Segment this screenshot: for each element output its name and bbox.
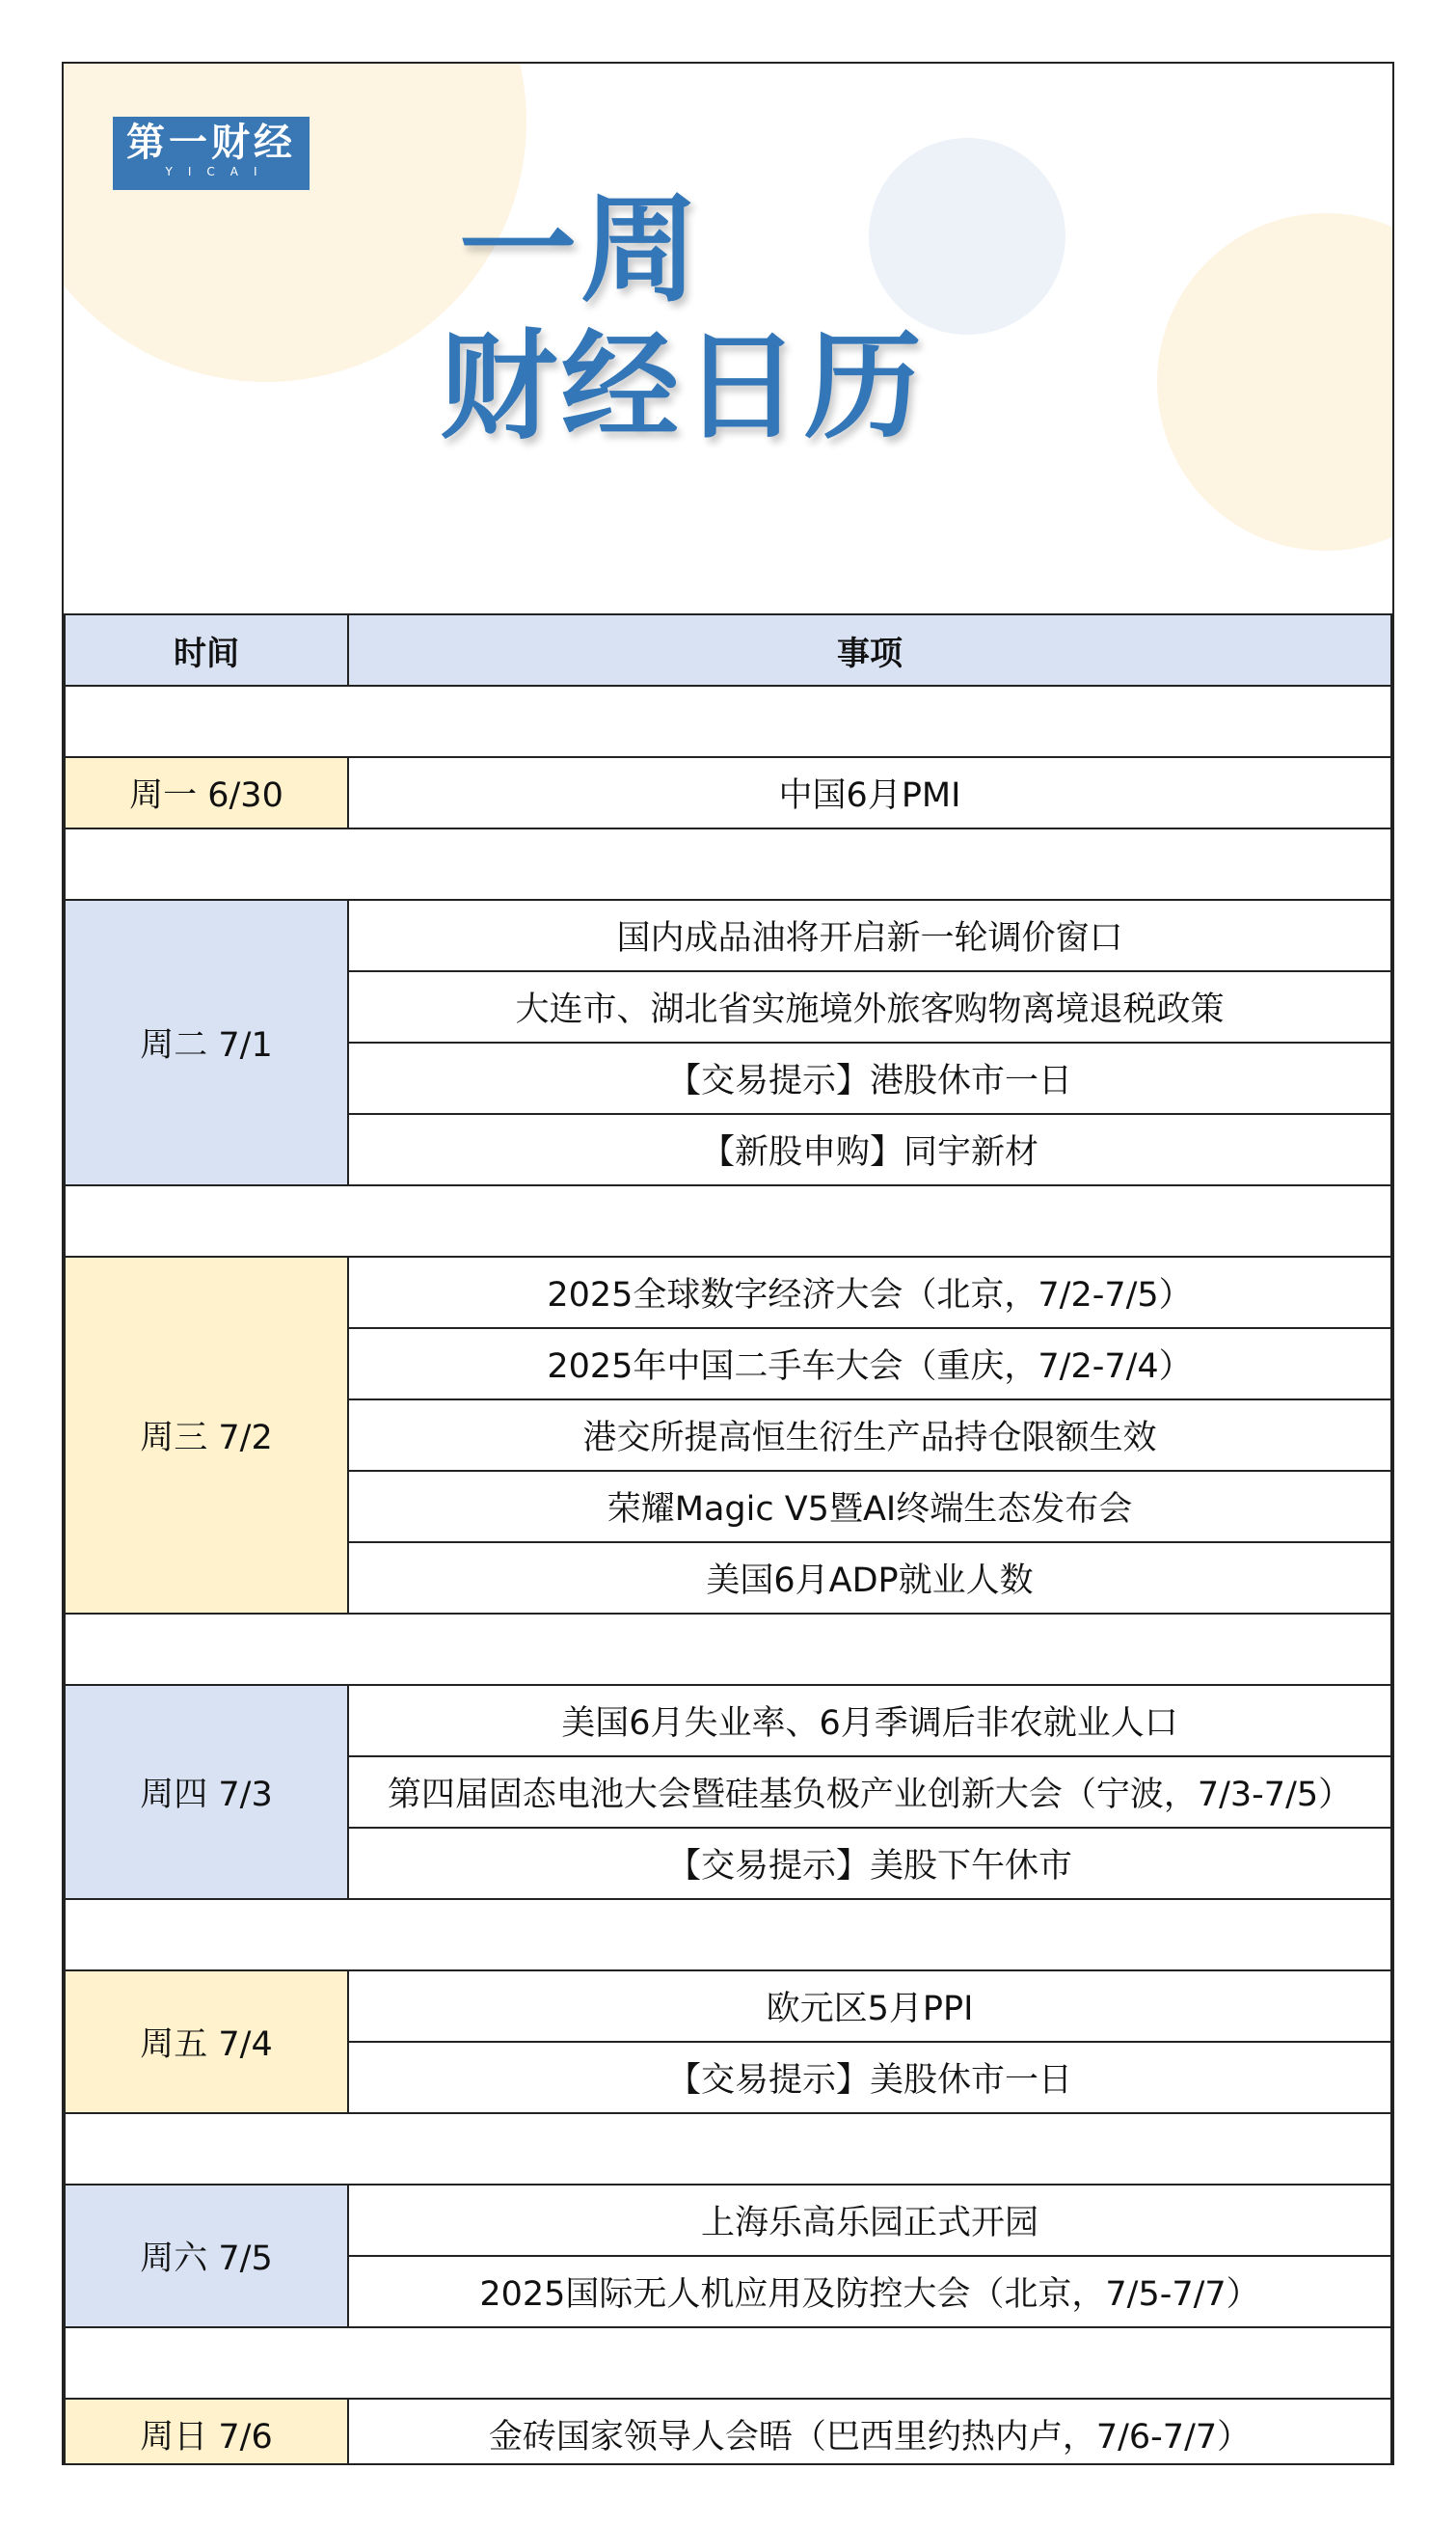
- calendar-table: [64, 613, 1392, 2465]
- calendar-body: [65, 686, 1391, 2465]
- table-row: [65, 1257, 1391, 1328]
- event-cell: 国内成品油将开启新一轮调价窗口: [348, 900, 1391, 971]
- event-cell: 2025国际无人机应用及防控大会（北京，7/5-7/7）: [348, 2256, 1391, 2327]
- spacer-row: [65, 1899, 1391, 1970]
- decor-circle: [1157, 213, 1392, 551]
- day-cell: 周日 7/6: [65, 2399, 348, 2465]
- event-cell: 美国6月失业率、6月季调后非农就业人口: [348, 1685, 1391, 1756]
- header-banner: [64, 64, 1392, 615]
- day-cell: 周一 6/30: [65, 757, 348, 828]
- day-cell: 周二 7/1: [65, 900, 348, 1185]
- spacer-row: [65, 1185, 1391, 1257]
- spacer-cell: [65, 1614, 1391, 1685]
- event-cell: 上海乐高乐园正式开园: [348, 2185, 1391, 2256]
- logo-cn: 第一财经: [126, 121, 296, 165]
- spacer-cell: [65, 2113, 1391, 2185]
- event-cell: 2025全球数字经济大会（北京，7/2-7/5）: [348, 1257, 1391, 1328]
- spacer-row: [65, 2327, 1391, 2399]
- title-line1: 一周: [459, 181, 702, 318]
- table-row: [65, 1685, 1391, 1756]
- event-cell: 【交易提示】美股下午休市: [348, 1828, 1391, 1899]
- day-cell: 周四 7/3: [65, 1685, 348, 1899]
- decor-circle: [869, 138, 1065, 335]
- event-cell: 【交易提示】美股休市一日: [348, 2042, 1391, 2113]
- event-cell: 荣耀Magic V5暨AI终端生态发布会: [348, 1471, 1391, 1542]
- spacer-cell: [65, 2327, 1391, 2399]
- table-row: [65, 757, 1391, 828]
- header-event: 事项: [348, 614, 1391, 686]
- event-cell: 美国6月ADP就业人数: [348, 1542, 1391, 1614]
- yicai-logo: [113, 117, 310, 190]
- day-cell: 周六 7/5: [65, 2185, 348, 2327]
- spacer-cell: [65, 686, 1391, 757]
- spacer-row: [65, 2113, 1391, 2185]
- spacer-cell: [65, 1185, 1391, 1257]
- table-row: [65, 1970, 1391, 2042]
- table-header-row: [65, 614, 1391, 686]
- table-row: [65, 900, 1391, 971]
- calendar-frame: [62, 62, 1394, 2465]
- title-line2: 财经日历: [440, 318, 926, 455]
- day-cell: 周三 7/2: [65, 1257, 348, 1614]
- spacer-row: [65, 686, 1391, 757]
- spacer-cell: [65, 1899, 1391, 1970]
- event-cell: 港交所提高恒生衍生产品持仓限额生效: [348, 1399, 1391, 1471]
- spacer-cell: [65, 828, 1391, 900]
- event-cell: 中国6月PMI: [348, 757, 1391, 828]
- event-cell: 2025年中国二手车大会（重庆，7/2-7/4）: [348, 1328, 1391, 1399]
- event-cell: 金砖国家领导人会晤（巴西里约热内卢，7/6-7/7）: [348, 2399, 1391, 2465]
- table-row: [65, 2399, 1391, 2465]
- event-cell: 【交易提示】港股休市一日: [348, 1043, 1391, 1114]
- logo-en: YICAI: [165, 165, 273, 178]
- spacer-row: [65, 1614, 1391, 1685]
- event-cell: 第四届固态电池大会暨硅基负极产业创新大会（宁波，7/3-7/5）: [348, 1756, 1391, 1828]
- event-cell: 【新股申购】同宇新材: [348, 1114, 1391, 1185]
- day-cell: 周五 7/4: [65, 1970, 348, 2113]
- table-row: [65, 2185, 1391, 2256]
- header-time: 时间: [65, 614, 348, 686]
- event-cell: 欧元区5月PPI: [348, 1970, 1391, 2042]
- spacer-row: [65, 828, 1391, 900]
- event-cell: 大连市、湖北省实施境外旅客购物离境退税政策: [348, 971, 1391, 1043]
